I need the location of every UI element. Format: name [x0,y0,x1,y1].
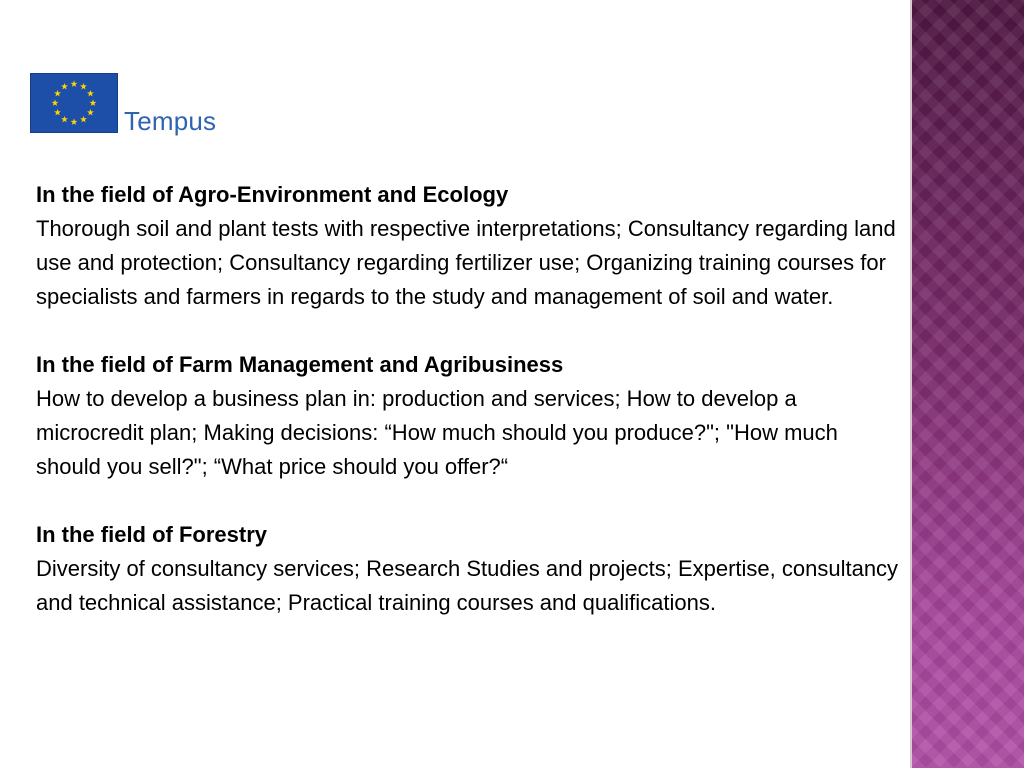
section-body: How to develop a business plan in: production and services; How to develop a microcredit plan; Making decisions: “How much should you produce?"; "How much should you sell?"; “What price should you offer?“ [36,386,838,479]
eu-star-icon [61,116,68,123]
eu-star-icon [80,116,87,123]
eu-star-icon [90,99,97,106]
eu-star-icon [54,109,61,116]
eu-star-icon [87,90,94,97]
section-agro-environment [36,178,906,314]
eu-star-icon [71,80,78,87]
eu-stars [31,74,117,132]
section-heading: In the field of Farm Management and Agribusiness [36,352,564,377]
logo-text: Tempus [124,106,217,136]
tempus-logo [30,73,217,136]
eu-flag-icon [30,73,118,133]
section-forestry [36,518,906,620]
slide-content [36,178,906,654]
eu-star-icon [87,109,94,116]
eu-star-icon [54,90,61,97]
section-heading: In the field of Forestry [36,522,268,547]
eu-star-icon [52,99,59,106]
section-heading: In the field of Agro-Environment and Ecology [36,182,509,207]
section-body: Diversity of consultancy services; Research Studies and projects; Expertise, consultancy and technical assistance; Practical training courses and qualifications. [36,556,899,615]
section-body: Thorough soil and plant tests with respective interpretations; Consultancy regarding land use and protection; Consultancy regarding fertilizer use; Organizing training courses for specialists and farmers in regards to the study and management of soil and water. [36,216,896,309]
eu-star-icon [80,83,87,90]
eu-star-icon [61,83,68,90]
section-farm-management [36,348,906,484]
eu-star-icon [71,118,78,125]
decorative-side-band [912,0,1024,768]
